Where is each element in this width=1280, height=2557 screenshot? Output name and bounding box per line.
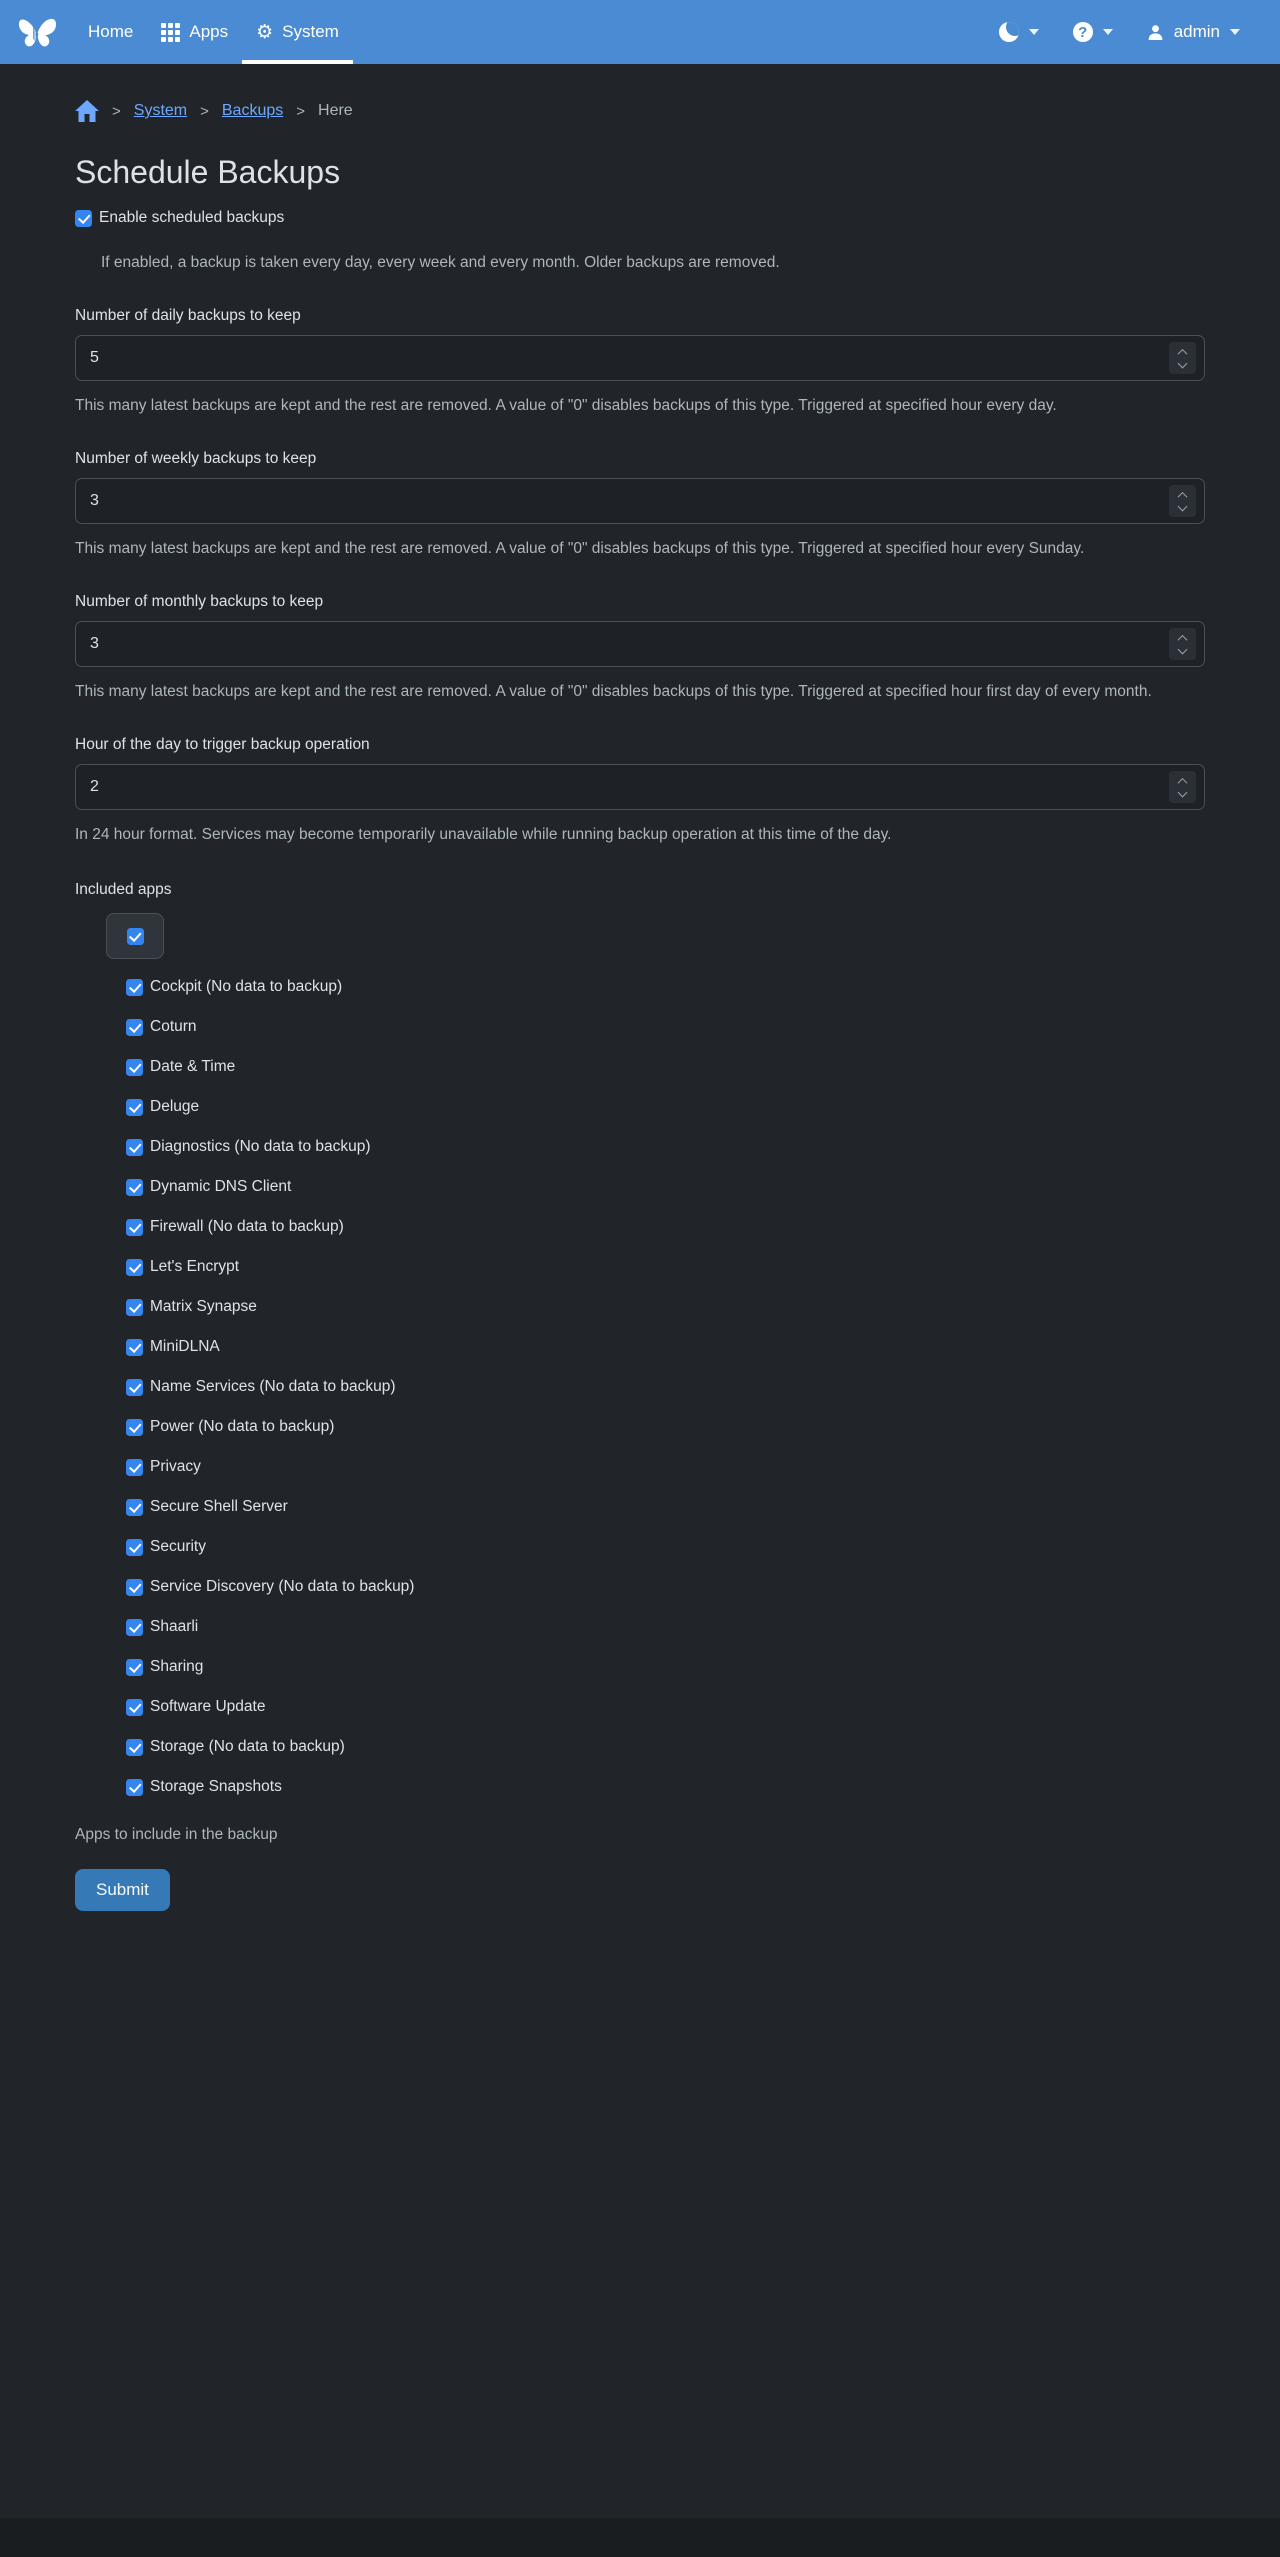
app-checkbox-row[interactable] xyxy=(126,1487,1205,1527)
nav-item-label: Home xyxy=(88,22,134,41)
checkbox-checked-icon[interactable] xyxy=(126,979,143,996)
app-checkbox-row[interactable] xyxy=(126,1167,1205,1207)
enable-scheduled-backups-checkbox[interactable] xyxy=(75,209,1205,227)
number-spinner[interactable] xyxy=(1169,628,1196,660)
select-all-apps-box[interactable] xyxy=(106,913,164,959)
checkbox-checked-icon[interactable] xyxy=(126,1699,143,1716)
nav-item-home[interactable] xyxy=(74,0,147,64)
gear-icon: ⚙ xyxy=(256,21,274,43)
included-apps-list xyxy=(126,967,1205,1807)
app-checkbox-label: Coturn xyxy=(150,1018,197,1036)
breadcrumb-home-link[interactable] xyxy=(75,100,99,122)
moon-icon xyxy=(999,22,1019,42)
app-checkbox-row[interactable] xyxy=(126,1287,1205,1327)
weekly-backups-help: This many latest backups are kept and the rest are removed. A value of "0" disables backups of this type. Triggered at specified hour every Sunday. xyxy=(75,540,1085,558)
weekly-backups-field xyxy=(75,478,1205,524)
app-checkbox-row[interactable] xyxy=(126,1727,1205,1767)
checkbox-checked-icon[interactable] xyxy=(126,1459,143,1476)
app-checkbox-row[interactable] xyxy=(126,1127,1205,1167)
app-checkbox-label: Name Services (No data to backup) xyxy=(150,1378,396,1396)
monthly-backups-input[interactable] xyxy=(75,621,1205,667)
main-content xyxy=(75,64,1205,1911)
breadcrumb-link-system[interactable]: System xyxy=(133,102,188,119)
app-checkbox-row[interactable] xyxy=(126,1687,1205,1727)
help-dropdown[interactable] xyxy=(1073,22,1113,42)
checkbox-checked-icon[interactable] xyxy=(75,210,92,227)
grid-icon xyxy=(161,23,180,42)
checkbox-checked-icon[interactable] xyxy=(126,1659,143,1676)
app-checkbox-row[interactable] xyxy=(126,1567,1205,1607)
checkbox-checked-icon[interactable] xyxy=(126,1179,143,1196)
person-icon xyxy=(1147,24,1164,41)
app-checkbox-row[interactable] xyxy=(126,1207,1205,1247)
page-title: Schedule Backups xyxy=(75,154,341,190)
app-checkbox-label: Software Update xyxy=(150,1698,266,1716)
included-apps-help: Apps to include in the backup xyxy=(75,1826,278,1844)
nav-item-label: Apps xyxy=(189,22,229,41)
page-footer xyxy=(0,2518,1280,2557)
checkbox-checked-icon[interactable] xyxy=(126,1299,143,1316)
checkbox-checked-icon[interactable] xyxy=(126,1099,143,1116)
app-checkbox-row[interactable] xyxy=(126,1527,1205,1567)
app-checkbox-label: Service Discovery (No data to backup) xyxy=(150,1578,415,1596)
app-checkbox-row[interactable] xyxy=(126,967,1205,1007)
app-checkbox-label: Privacy xyxy=(150,1458,201,1476)
monthly-backups-label: Number of monthly backups to keep xyxy=(75,593,324,611)
app-checkbox-row[interactable] xyxy=(126,1367,1205,1407)
username: admin xyxy=(1173,22,1220,41)
checkbox-checked-icon[interactable] xyxy=(126,1779,143,1796)
monthly-backups-field xyxy=(75,621,1205,667)
checkbox-checked-icon[interactable] xyxy=(126,1379,143,1396)
number-spinner[interactable] xyxy=(1169,485,1196,517)
daily-backups-field xyxy=(75,335,1205,381)
checkbox-checked-icon[interactable] xyxy=(126,1539,143,1556)
nav-item-apps[interactable] xyxy=(147,0,242,64)
checkbox-checked-icon[interactable] xyxy=(126,1619,143,1636)
submit-button[interactable]: Submit xyxy=(75,1869,170,1911)
app-checkbox-label: Secure Shell Server xyxy=(150,1498,288,1516)
app-checkbox-row[interactable] xyxy=(126,1007,1205,1047)
trigger-hour-input[interactable] xyxy=(75,764,1205,810)
checkbox-checked-icon[interactable] xyxy=(126,1019,143,1036)
breadcrumb xyxy=(75,100,1205,122)
app-checkbox-label: Deluge xyxy=(150,1098,200,1116)
app-checkbox-label: Security xyxy=(150,1538,206,1556)
app-checkbox-label: Storage Snapshots xyxy=(150,1778,282,1796)
monthly-backups-help: This many latest backups are kept and the rest are removed. A value of "0" disables backups of this type. Triggered at specified hour first day of every month. xyxy=(75,683,1152,701)
nav-item-system[interactable] xyxy=(242,0,353,64)
checkbox-checked-icon[interactable] xyxy=(126,1579,143,1596)
app-checkbox-label: Sharing xyxy=(150,1658,204,1676)
checkbox-checked-icon[interactable] xyxy=(126,1259,143,1276)
theme-dropdown[interactable] xyxy=(999,22,1039,42)
app-checkbox-label: Shaarli xyxy=(150,1618,199,1636)
chevron-down-icon xyxy=(1230,29,1240,35)
app-checkbox-label: Storage (No data to backup) xyxy=(150,1738,345,1756)
breadcrumb-current: Here xyxy=(318,102,353,119)
app-checkbox-label: Dynamic DNS Client xyxy=(150,1178,292,1196)
freedombox-logo[interactable] xyxy=(14,0,60,64)
trigger-hour-help: In 24 hour format. Services may become temporarily unavailable while running backup operation at this time of the day. xyxy=(75,826,892,844)
top-navbar xyxy=(0,0,1280,64)
butterfly-icon xyxy=(14,13,60,51)
breadcrumb-separator: > xyxy=(112,102,121,120)
app-checkbox-row[interactable] xyxy=(126,1767,1205,1807)
user-dropdown[interactable] xyxy=(1147,22,1240,42)
checkbox-checked-icon[interactable] xyxy=(126,1059,143,1076)
select-all-checkbox[interactable] xyxy=(127,928,144,945)
app-checkbox-row[interactable] xyxy=(126,1407,1205,1447)
nav-item-label: System xyxy=(282,22,339,41)
trigger-hour-label: Hour of the day to trigger backup operation xyxy=(75,736,370,754)
enable-help-text: If enabled, a backup is taken every day, every week and every month. Older backups are removed. xyxy=(101,254,780,271)
question-icon: ? xyxy=(1073,22,1093,42)
chevron-down-icon xyxy=(1029,29,1039,35)
weekly-backups-input[interactable] xyxy=(75,478,1205,524)
app-checkbox-row[interactable] xyxy=(126,1087,1205,1127)
checkbox-checked-icon[interactable] xyxy=(126,1219,143,1236)
checkbox-checked-icon[interactable] xyxy=(126,1739,143,1756)
app-checkbox-row[interactable] xyxy=(126,1047,1205,1087)
chevron-down-icon xyxy=(1103,29,1113,35)
app-checkbox-label: MiniDLNA xyxy=(150,1338,220,1356)
checkbox-checked-icon[interactable] xyxy=(126,1339,143,1356)
app-checkbox-row[interactable] xyxy=(126,1247,1205,1287)
app-checkbox-label: Cockpit (No data to backup) xyxy=(150,978,343,996)
app-checkbox-row[interactable] xyxy=(126,1607,1205,1647)
daily-backups-input[interactable] xyxy=(75,335,1205,381)
daily-backups-help: This many latest backups are kept and the rest are removed. A value of "0" disables backups of this type. Triggered at specified hour every day. xyxy=(75,397,1057,415)
home-icon xyxy=(75,100,99,122)
weekly-backups-label: Number of weekly backups to keep xyxy=(75,450,317,468)
app-checkbox-row[interactable] xyxy=(126,1647,1205,1687)
daily-backups-label: Number of daily backups to keep xyxy=(75,307,301,325)
checkbox-checked-icon[interactable] xyxy=(126,1139,143,1156)
included-apps-label: Included apps xyxy=(75,881,172,899)
app-checkbox-row[interactable] xyxy=(126,1447,1205,1487)
app-checkbox-label: Date & Time xyxy=(150,1058,236,1076)
app-checkbox-label: Matrix Synapse xyxy=(150,1298,257,1316)
number-spinner[interactable] xyxy=(1169,771,1196,803)
app-checkbox-label: Firewall (No data to backup) xyxy=(150,1218,344,1236)
app-checkbox-label: Let's Encrypt xyxy=(150,1258,240,1276)
breadcrumb-link-backups[interactable]: Backups xyxy=(221,102,284,119)
checkbox-checked-icon[interactable] xyxy=(126,1499,143,1516)
breadcrumb-separator: > xyxy=(296,102,306,120)
enable-checkbox-label: Enable scheduled backups xyxy=(99,209,285,226)
number-spinner[interactable] xyxy=(1169,342,1196,374)
breadcrumb-separator: > xyxy=(200,102,209,120)
app-checkbox-label: Power (No data to backup) xyxy=(150,1418,335,1436)
navbar-right xyxy=(999,0,1240,64)
checkbox-checked-icon[interactable] xyxy=(126,1419,143,1436)
app-checkbox-label: Diagnostics (No data to backup) xyxy=(150,1138,371,1156)
trigger-hour-field xyxy=(75,764,1205,810)
app-checkbox-row[interactable] xyxy=(126,1327,1205,1367)
